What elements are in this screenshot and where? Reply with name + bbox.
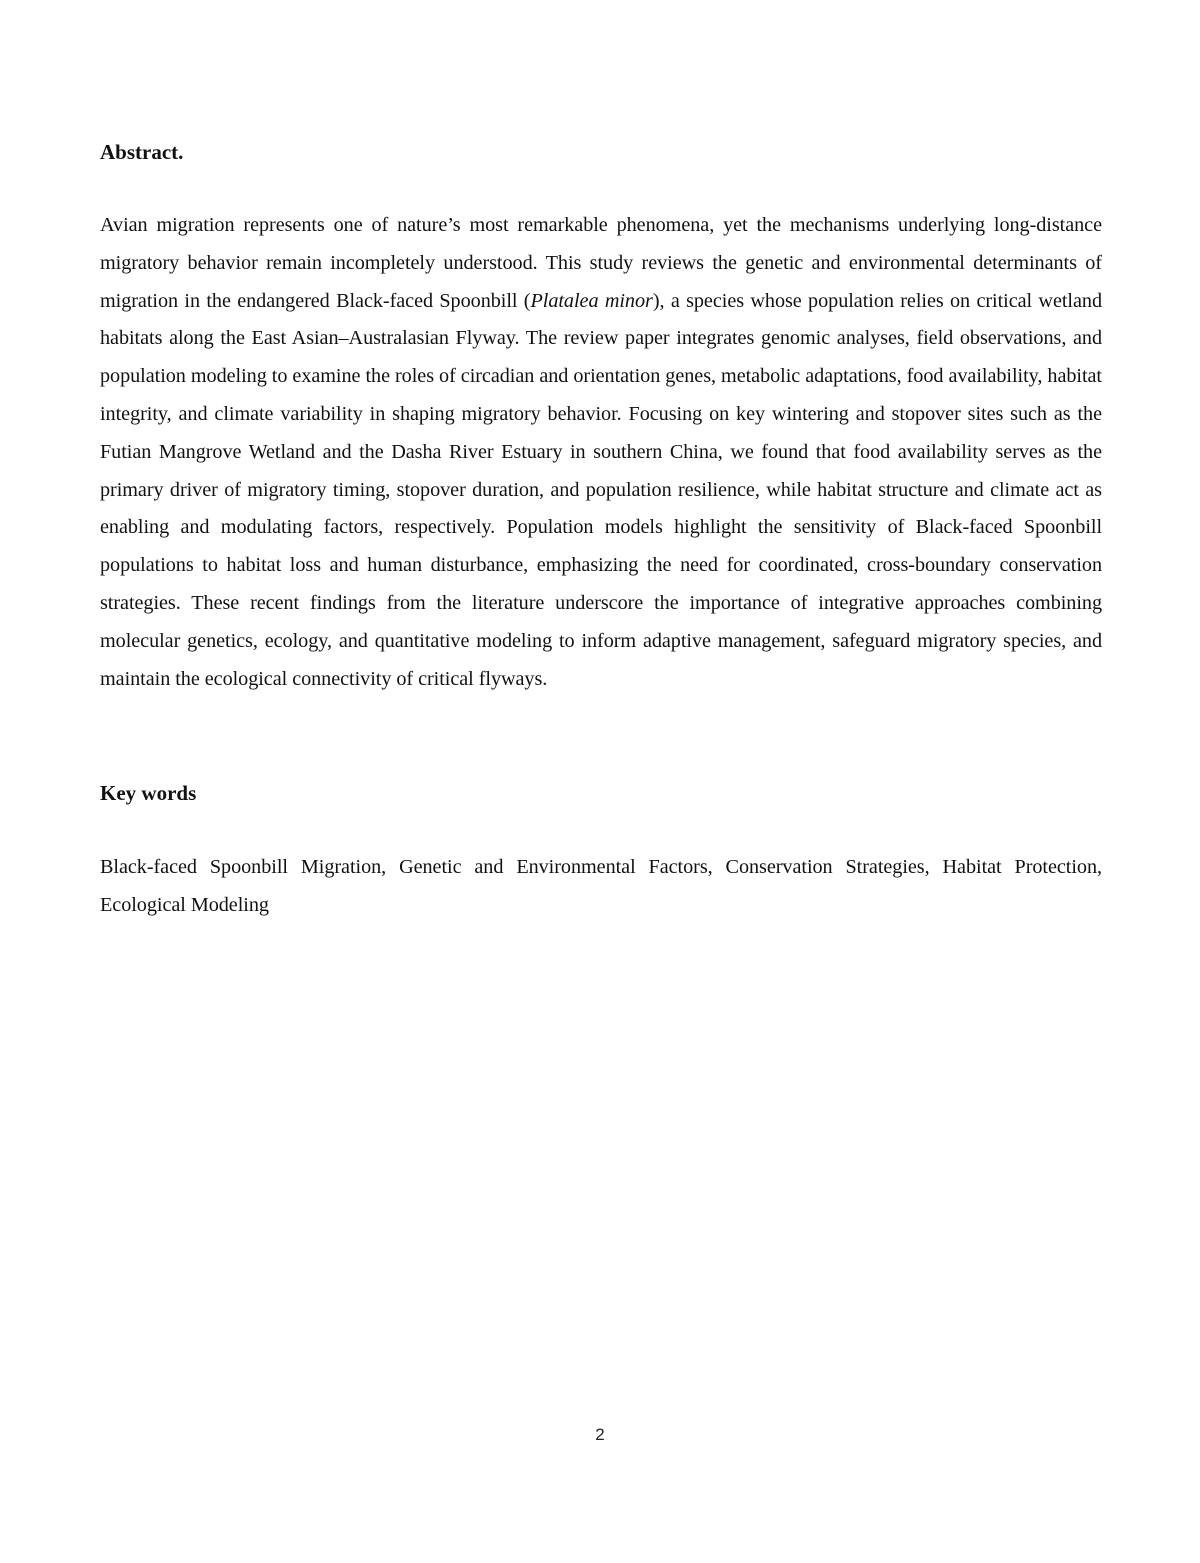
abstract-heading: Abstract. [100,140,184,164]
keywords-list: Black-faced Spoonbill Migration, Genetic and Environmental Factors, Conservation Strategies, Habitat Protection, Ecological Modeling [100,856,1102,916]
abstract-text-part-2: ), a species whose population relies on critical wetland habitats along the East Asian–Australasian Flyway. The review paper integrates genomic analyses, field observations, and population modeling to examine the roles of circadian and orientation genes, metabolic adaptations, food availability, habitat integrity, and climate variability in shaping migratory behavior. Focusing on key wintering and stopover sites such as the Futian Mangrove Wetland and the Dasha River Estuary in southern China, we found that food availability serves as the primary driver of migratory timing, stopover duration, and population resilience, while habitat structure and climate act as enabling and modulating factors, respectively. Population models highlight the sensitivity of Black-faced Spoonbill populations to habitat loss and human disturbance, emphasizing the need for coordinated, cross-boundary conservation strategies. These recent findings from the literature underscore the importance of integrative approaches combining molecular genetics, ecology, and quantitative modeling to inform adaptive management, safeguard migratory species, and maintain the ecological connectivity of critical flyways. [100,289,1102,690]
species-name: Platalea minor [530,289,653,312]
abstract-body [100,207,1102,698]
keywords-heading: Key words [100,781,197,805]
abstract-text-part-1: Avian migration represents one of nature’s most remarkable phenomena, yet the mechanisms underlying long-distance migratory behavior remain incompletely understood. This study reviews the genetic and environmental determinants of migration in the endangered Black-faced Spoonbill ( [100,214,1102,312]
page-number: 2 [595,1425,605,1444]
